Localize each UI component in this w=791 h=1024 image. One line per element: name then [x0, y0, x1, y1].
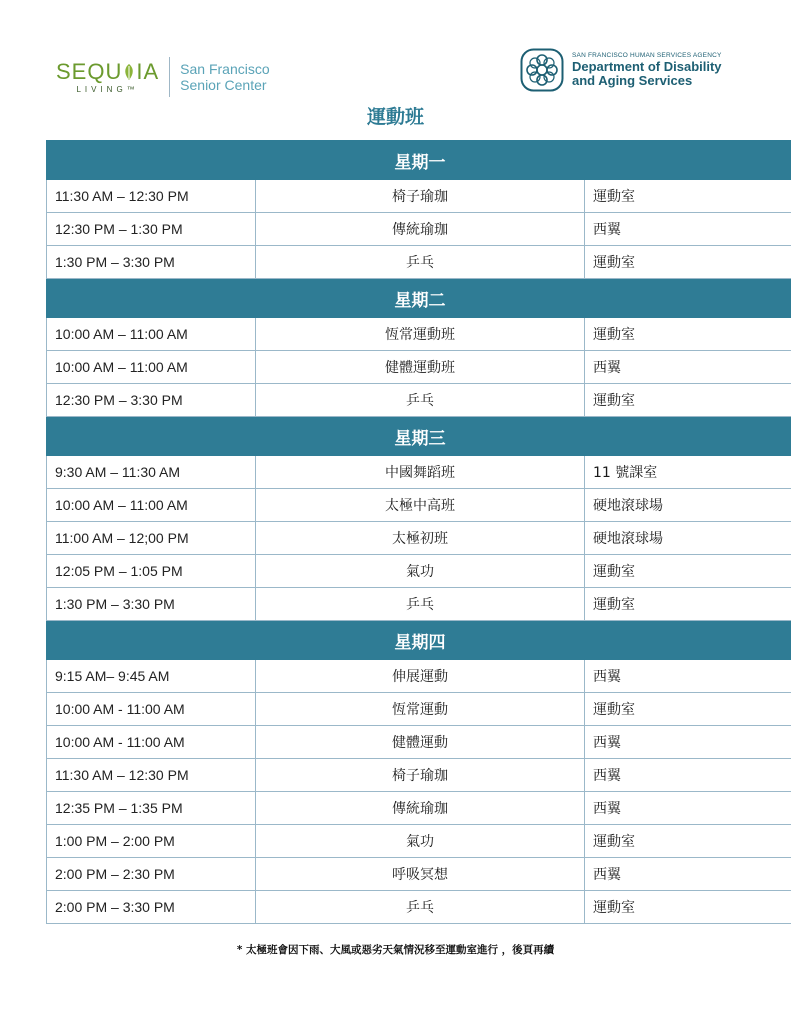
room-cell: 運動室 — [585, 693, 791, 726]
page-title: 運動班 — [366, 106, 424, 128]
class-cell: 中國舞蹈班 — [256, 456, 585, 489]
day-header-cell — [585, 279, 791, 318]
class-cell: 椅子瑜珈 — [256, 759, 585, 792]
time-cell: 10:00 AM - 11:00 AM — [47, 693, 256, 726]
time-cell: 1:30 PM – 3:30 PM — [47, 588, 256, 621]
class-cell: 傳統瑜珈 — [256, 213, 585, 246]
time-cell: 11:30 AM – 12:30 PM — [47, 759, 256, 792]
sequoia-wordmark — [56, 58, 160, 94]
table-row — [47, 351, 791, 384]
room-cell: 西翼 — [585, 759, 791, 792]
time-cell: 12:30 PM – 1:30 PM — [47, 213, 256, 246]
room-cell: 運動室 — [585, 180, 791, 213]
day-header-cell — [47, 279, 256, 318]
room-cell: 運動室 — [585, 825, 791, 858]
table-row — [47, 759, 791, 792]
sequoia-tagline: LIVING™ — [76, 84, 139, 94]
day-header-cell — [585, 621, 791, 660]
dept-logo — [520, 48, 722, 92]
agency-line: SAN FRANCISCO HUMAN SERVICES AGENCY — [572, 52, 722, 59]
table-row — [47, 693, 791, 726]
class-cell: 呼吸冥想 — [256, 858, 585, 891]
table-row — [47, 891, 791, 924]
day-header-row — [47, 279, 791, 318]
class-cell: 乒乓 — [256, 588, 585, 621]
table-row — [47, 858, 791, 891]
time-cell: 10:00 AM – 11:00 AM — [47, 351, 256, 384]
sequoia-word-left: SEQU — [56, 58, 123, 84]
class-cell: 椅子瑜珈 — [256, 180, 585, 213]
room-cell: 西翼 — [585, 858, 791, 891]
dept-line-2: and Aging Services — [572, 73, 693, 88]
sequoia-living-logo — [56, 54, 270, 100]
table-row — [47, 726, 791, 759]
room-cell: 西翼 — [585, 792, 791, 825]
center-line-2: Senior Center — [180, 77, 267, 93]
leaf-icon — [123, 63, 135, 81]
class-cell: 氣功 — [256, 555, 585, 588]
seal-icon — [520, 48, 564, 92]
table-row — [47, 384, 791, 417]
time-cell: 12:30 PM – 3:30 PM — [47, 384, 256, 417]
table-row — [47, 318, 791, 351]
senior-center-name — [180, 61, 269, 93]
table-row — [47, 489, 791, 522]
time-cell: 10:00 AM - 11:00 AM — [47, 726, 256, 759]
time-cell: 10:00 AM – 11:00 AM — [47, 489, 256, 522]
class-cell: 伸展運動 — [256, 660, 585, 693]
room-cell: 西翼 — [585, 213, 791, 246]
day-header-cell — [585, 417, 791, 456]
table-row — [47, 180, 791, 213]
day-header-row — [47, 141, 791, 180]
day-header-row — [47, 417, 791, 456]
class-cell: 乒乓 — [256, 891, 585, 924]
class-cell: 乒乓 — [256, 246, 585, 279]
room-cell: 西翼 — [585, 726, 791, 759]
day-header-cell — [47, 621, 256, 660]
table-row — [47, 246, 791, 279]
time-cell: 11:30 AM – 12:30 PM — [47, 180, 256, 213]
time-cell: 2:00 PM – 3:30 PM — [47, 891, 256, 924]
table-row — [47, 588, 791, 621]
time-cell: 9:30 AM – 11:30 AM — [47, 456, 256, 489]
class-cell: 氣功 — [256, 825, 585, 858]
dept-line-1: Department of Disability — [572, 59, 722, 74]
center-line-1: San Francisco — [180, 61, 270, 77]
time-cell: 12:35 PM – 1:35 PM — [47, 792, 256, 825]
day-header-cell — [47, 141, 256, 180]
time-cell: 1:00 PM – 2:00 PM — [47, 825, 256, 858]
day-name: 星期一 — [256, 141, 585, 180]
sequoia-word-right: IA — [136, 58, 160, 84]
logo-divider — [169, 57, 170, 97]
footnote: * 太極班會因下雨、大風或惡劣天氣情況移至運動室進行 ，後頁再續 — [236, 944, 555, 956]
class-cell: 太極中高班 — [256, 489, 585, 522]
agency-text — [572, 52, 722, 88]
time-cell: 11:00 AM – 12;00 PM — [47, 522, 256, 555]
room-cell: 硬地滾球場 — [585, 522, 791, 555]
time-cell: 12:05 PM – 1:05 PM — [47, 555, 256, 588]
table-row — [47, 825, 791, 858]
day-name: 星期四 — [256, 621, 585, 660]
table-row — [47, 213, 791, 246]
time-cell: 10:00 AM – 11:00 AM — [47, 318, 256, 351]
table-row — [47, 555, 791, 588]
room-cell: 西翼 — [585, 351, 791, 384]
room-cell: 運動室 — [585, 588, 791, 621]
class-cell: 傳統瑜珈 — [256, 792, 585, 825]
class-cell: 恆常運動班 — [256, 318, 585, 351]
table-row — [47, 456, 791, 489]
time-cell: 9:15 AM– 9:45 AM — [47, 660, 256, 693]
room-cell: 運動室 — [585, 246, 791, 279]
room-cell: 運動室 — [585, 384, 791, 417]
day-header-row — [47, 621, 791, 660]
class-cell: 健體運動班 — [256, 351, 585, 384]
room-cell: 運動室 — [585, 891, 791, 924]
class-cell: 乒乓 — [256, 384, 585, 417]
room-cell: 西翼 — [585, 660, 791, 693]
class-cell: 恆常運動 — [256, 693, 585, 726]
day-header-cell — [47, 417, 256, 456]
class-cell: 健體運動 — [256, 726, 585, 759]
table-row — [47, 522, 791, 555]
day-name: 星期二 — [256, 279, 585, 318]
table-row — [47, 660, 791, 693]
room-cell: 11 號課室 — [585, 456, 791, 489]
table-row — [47, 792, 791, 825]
day-name: 星期三 — [256, 417, 585, 456]
room-cell: 運動室 — [585, 318, 791, 351]
room-cell: 運動室 — [585, 555, 791, 588]
room-cell: 硬地滾球場 — [585, 489, 791, 522]
time-cell: 1:30 PM – 3:30 PM — [47, 246, 256, 279]
schedule-table — [46, 140, 791, 924]
time-cell: 2:00 PM – 2:30 PM — [47, 858, 256, 891]
day-header-cell — [585, 141, 791, 180]
class-cell: 太極初班 — [256, 522, 585, 555]
